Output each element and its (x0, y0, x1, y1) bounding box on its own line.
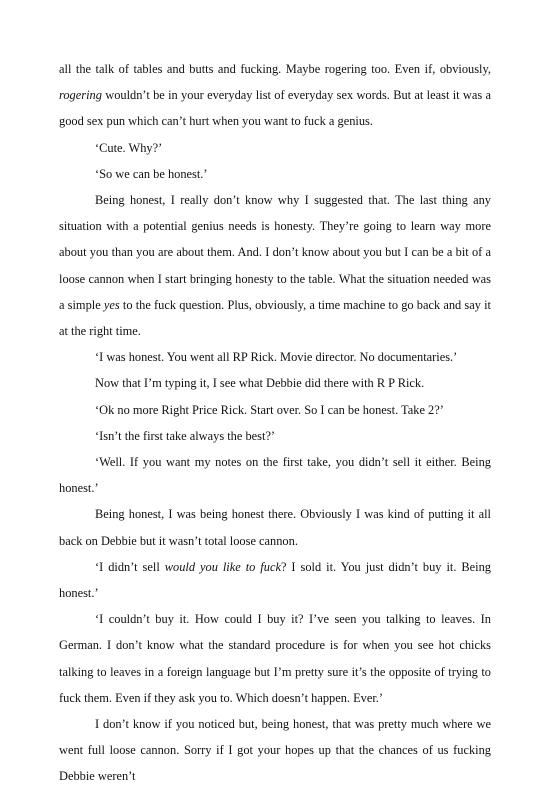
paragraph (59, 56, 491, 135)
paragraph (59, 606, 491, 711)
text-run: wouldn’t be in your everyday list of everyday sex words. But at least it was a good sex pun which can’t hurt when you want to fuck a genius. (59, 88, 491, 129)
text-run: Being honest, I was being honest there. Obviously I was kind of putting it all back on Debbie but it wasn’t total loose cannon. (59, 507, 491, 548)
paragraph (59, 501, 491, 553)
text-run: Now that I’m typing it, I see what Debbie did there with R P Rick. (95, 376, 425, 391)
text-run: ‘Ok no more Right Price Rick. Start over. So I can be honest. Take 2?’ (95, 402, 444, 417)
italic-text: would you like to fuck (164, 559, 281, 574)
text-run: all the talk of tables and butts and fucking. Maybe rogering too. Even if, obviously, (59, 62, 491, 76)
paragraph (59, 187, 491, 344)
text-run: Being honest, I really don’t know why I suggested that. The last thing any situation with a potential genius needs is honesty. They’re going to learn way more about you than you are about them. And. I don’t know about you but I can be a bit of a loose cannon when I start bringing honesty to the table. What the situation needed was a simple (59, 193, 491, 312)
text-run: to the fuck question. Plus, obviously, a time machine to go back and say it at the right time. (59, 297, 491, 339)
text-run: ‘I couldn’t buy it. How could I buy it? I’ve seen you talking to leaves. In German. I don’t know what the standard procedure is for when you see hot chicks talking to leaves in a foreign language but I’m pretty sure it’s the opposite of trying to fuck them. Even if they ask you to. Which doesn’t happen. Ever.’ (59, 612, 491, 705)
text-run: ‘Well. If you want my notes on the first take, you didn’t sell it either. Being honest.’ (59, 455, 491, 496)
paragraph (59, 397, 491, 423)
paragraph (59, 711, 491, 790)
body-text (59, 56, 491, 790)
italic-text: rogering (59, 88, 102, 103)
paragraph (59, 423, 491, 449)
text-run: ‘Isn’t the first take always the best?’ (95, 428, 276, 443)
paragraph (59, 344, 491, 370)
text-run: I don’t know if you noticed but, being honest, that was pretty much where we went full loose cannon. Sorry if I got your hopes up that the chances of us fucking Debbie weren’t (59, 717, 491, 784)
paragraph (59, 161, 491, 187)
paragraph (59, 449, 491, 501)
italic-text: yes (103, 297, 120, 312)
text-run: ‘So we can be honest.’ (95, 166, 208, 181)
text-run: ‘I didn’t sell (95, 559, 165, 574)
text-run: ‘I was honest. You went all RP Rick. Movie director. No documentaries.’ (95, 350, 458, 365)
paragraph (59, 370, 491, 396)
paragraph (59, 135, 491, 161)
text-run: ‘Cute. Why?’ (95, 140, 163, 155)
paragraph (59, 554, 491, 606)
text-run: ? I sold it. You just didn’t buy it. Being honest.’ (59, 559, 491, 601)
